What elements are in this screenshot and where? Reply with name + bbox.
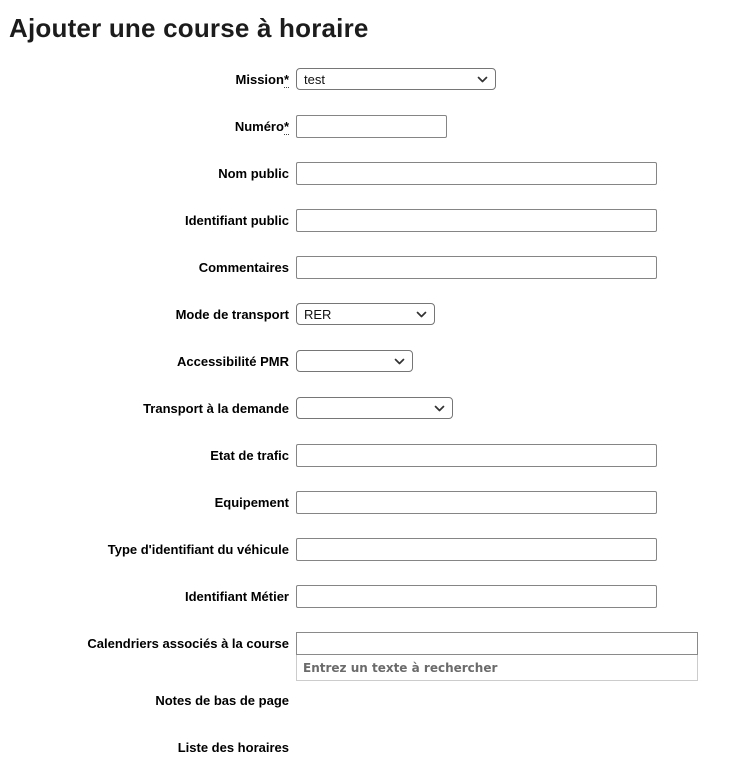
notes-bas-page-label: Notes de bas de page [155,693,289,708]
identifiant-metier-input[interactable] [296,585,657,608]
mode-transport-select[interactable] [296,303,435,325]
nom-public-label: Nom public [218,166,289,181]
transport-demande-select[interactable] [296,397,453,419]
form-row-identifiant-public [0,209,732,232]
calendriers-input[interactable] [296,632,698,655]
equipement-label: Equipement [214,495,289,510]
calendriers-search-box [296,655,698,681]
mode-transport-label: Mode de transport [175,307,289,322]
form-row-accessibilite-pmr [0,350,732,373]
add-course-form [0,68,732,759]
form-row-commentaires [0,256,732,279]
form-row-mission [0,68,732,91]
calendriers-multiselect-widget [296,632,698,681]
etat-trafic-input[interactable] [296,444,657,467]
required-asterisk: * [283,119,289,134]
commentaires-input[interactable] [296,256,657,279]
etat-trafic-label: Etat de trafic [210,448,289,463]
form-row-nom-public [0,162,732,185]
form-row-calendriers [0,632,732,681]
form-row-type-identifiant-vehicule [0,538,732,561]
nom-public-input[interactable] [296,162,657,185]
liste-horaires-label: Liste des horaires [177,740,289,755]
transport-demande-label: Transport à la demande [143,401,289,416]
form-row-notes-bas-page [0,689,732,712]
numero-input[interactable] [296,115,447,138]
type-identifiant-vehicule-label: Type d'identifiant du véhicule [107,542,289,557]
equipement-input[interactable] [296,491,657,514]
form-row-numero [0,115,732,138]
calendriers-search-input[interactable] [297,655,697,680]
mission-label: Mission* [235,72,289,87]
form-row-etat-trafic [0,444,732,467]
form-row-mode-transport [0,303,732,326]
page-title: Ajouter une course à horaire [9,13,369,43]
accessibilite-pmr-select[interactable] [296,350,413,372]
form-row-equipement [0,491,732,514]
identifiant-public-label: Identifiant public [185,213,289,228]
type-identifiant-vehicule-input[interactable] [296,538,657,561]
identifiant-public-input[interactable] [296,209,657,232]
form-row-transport-demande [0,397,732,420]
form-row-identifiant-metier [0,585,732,608]
form-row-liste-horaires [0,736,732,759]
mission-select[interactable] [296,68,496,90]
identifiant-metier-label: Identifiant Métier [184,589,289,604]
calendriers-label: Calendriers associés à la course [87,636,289,651]
numero-label: Numéro* [234,119,289,134]
accessibilite-pmr-label: Accessibilité PMR [177,354,289,369]
commentaires-label: Commentaires [198,260,289,275]
required-asterisk: * [283,72,289,87]
